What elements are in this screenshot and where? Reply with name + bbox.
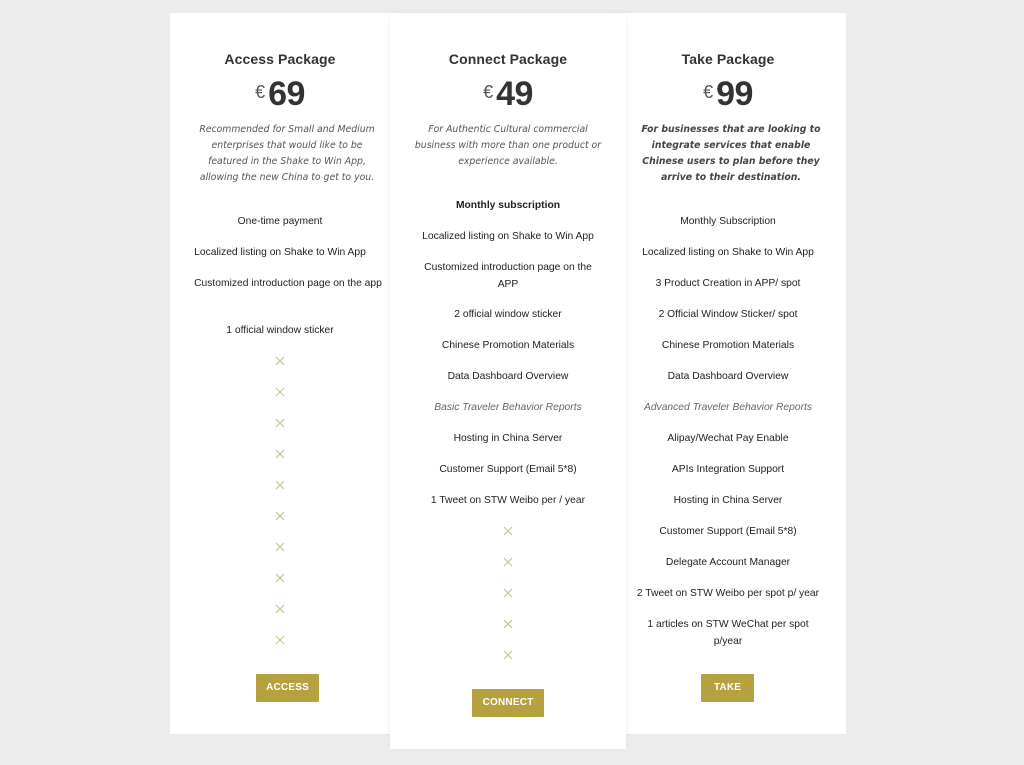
package-price [390,75,626,115]
currency-symbol: € [255,82,266,102]
feature-item: Data Dashboard Overview [667,371,789,382]
feature-item: Localized listing on Shake to Win App [642,247,814,258]
excluded-cross-icon [170,540,390,554]
feature-item: Hosting in China Server [673,495,783,506]
excluded-cross-icon [390,648,626,662]
package-description: For businesses that are looking to integrate services that enable Chinese users to plan before they arrive to their destination. [641,124,821,183]
pricing-card-connect [390,13,626,749]
feature-item: Monthly subscription [455,200,561,211]
feature-item: Customer Support (Email 5*8) [439,464,577,475]
package-title: Connect Package [448,51,568,67]
feature-item: Delegate Account Manager [665,557,791,568]
pricing-card-take [610,13,846,734]
package-description: For Authentic Cultural commercial business with more than one product or experience available. [414,124,602,167]
feature-item: Chinese Promotion Materials [661,340,795,351]
price-amount: 99 [716,75,753,113]
excluded-cross-icon [390,586,626,600]
feature-item: 1 official window sticker [226,325,334,336]
feature-item: Monthly Subscription [680,216,776,227]
package-title: Access Package [224,51,336,67]
feature-item: 1 Tweet on STW Weibo per / year [430,495,586,506]
excluded-cross-icon [170,571,390,585]
excluded-cross-icon [170,385,390,399]
feature-item: Customized introduction page on the app [194,278,382,289]
feature-item: 2 official window sticker [454,309,562,320]
package-title: Take Package [681,51,775,67]
excluded-cross-icon [170,602,390,616]
connect-button[interactable]: CONNECT [472,689,544,717]
package-price [170,75,390,115]
feature-item: Data Dashboard Overview [447,371,569,382]
price-amount: 69 [268,75,305,113]
feature-item: Alipay/Wechat Pay Enable [667,433,789,444]
access-button[interactable]: ACCESS [256,674,319,702]
feature-item: Basic Traveler Behavior Reports [434,402,582,413]
feature-item: 2 Official Window Sticker/ spot [658,309,798,320]
pricing-card-access [170,13,390,734]
excluded-cross-icon [390,617,626,631]
excluded-cross-icon [170,354,390,368]
package-description: Recommended for Small and Medium enterprises that would like to be featured in the Shake to Win App, allowing the new China to get to you. [199,124,375,183]
excluded-cross-icon [170,633,390,647]
currency-symbol: € [703,82,714,102]
feature-item: One-time payment [237,216,323,227]
feature-item: Advanced Traveler Behavior Reports [643,402,813,413]
package-price [610,75,846,115]
feature-item: 2 Tweet on STW Weibo per spot p/ year [636,588,820,599]
feature-item: Customer Support (Email 5*8) [659,526,797,537]
excluded-cross-icon [170,509,390,523]
excluded-cross-icon [390,524,626,538]
feature-item: 3 Product Creation in APP/ spot [655,278,801,289]
feature-item: Customized introduction page on the APP [424,262,592,290]
currency-symbol: € [483,82,494,102]
excluded-cross-icon [390,555,626,569]
feature-item: Localized listing on Shake to Win App [422,231,594,242]
feature-item: 1 articles on STW WeChat per spot p/year [647,619,809,647]
feature-item: Chinese Promotion Materials [441,340,575,351]
excluded-cross-icon [170,447,390,461]
price-amount: 49 [496,75,533,113]
take-button[interactable]: TAKE [701,674,754,702]
feature-item: APIs Integration Support [671,464,785,475]
feature-item: Localized listing on Shake to Win App [194,247,366,258]
feature-item: Hosting in China Server [453,433,563,444]
excluded-cross-icon [170,478,390,492]
excluded-cross-icon [170,416,390,430]
